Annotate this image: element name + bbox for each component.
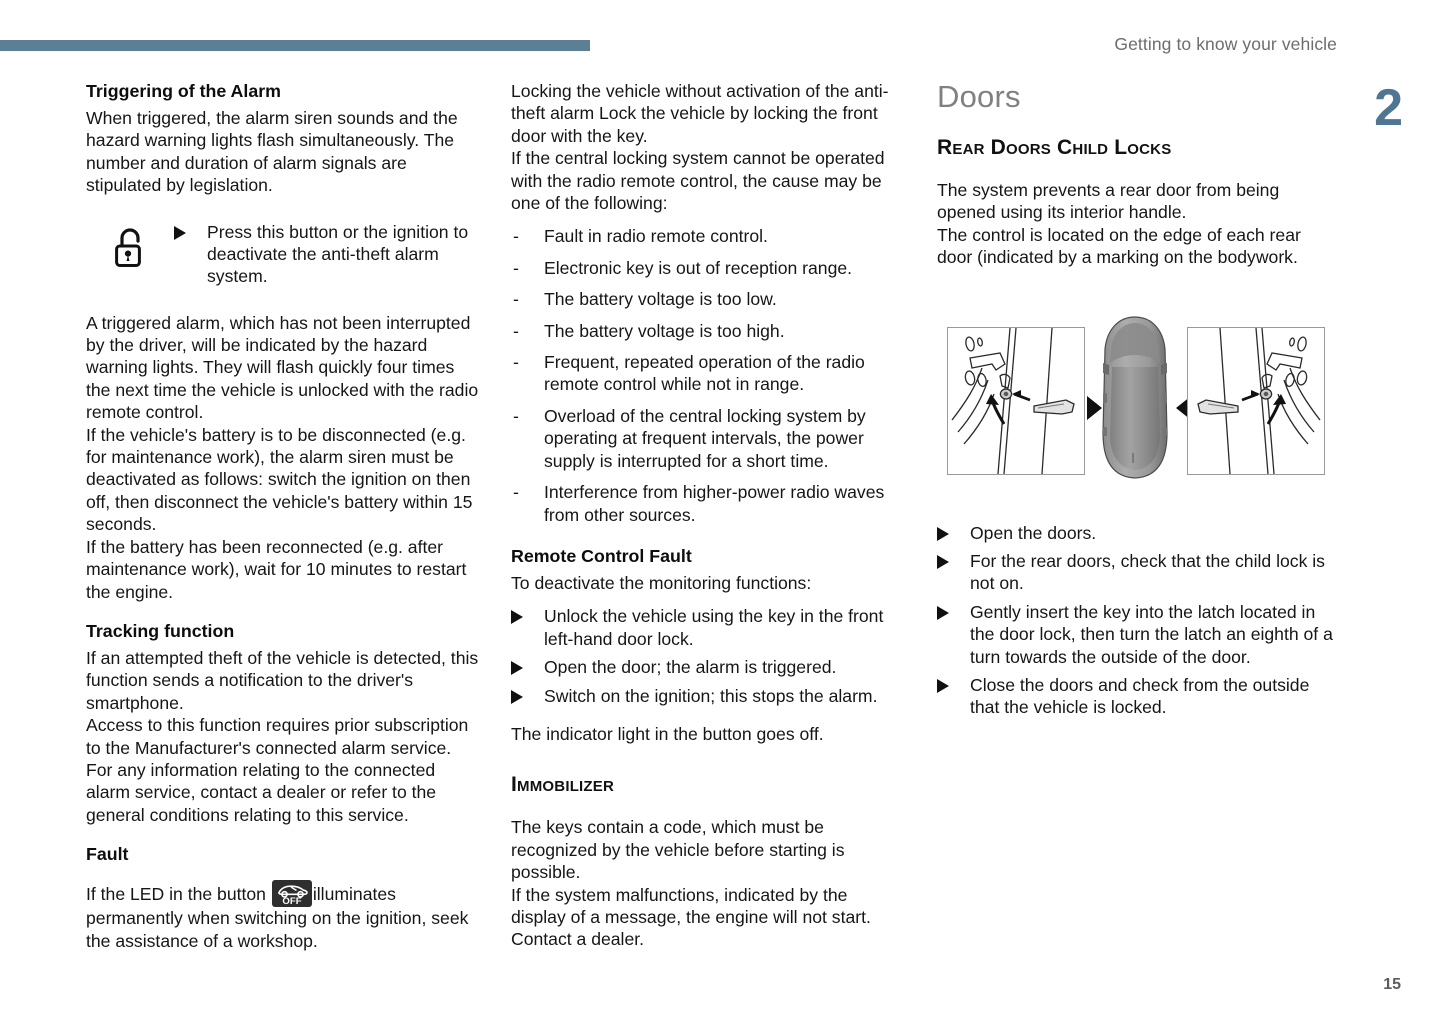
dash-bullet-icon: - bbox=[513, 320, 519, 341]
list-item bbox=[937, 674, 1337, 719]
svg-text:OFF: OFF bbox=[282, 896, 302, 908]
callout-text: Press this button or the ignition to deactivate the anti-theft alarm system. bbox=[207, 221, 469, 287]
paragraph-child-lock-2: The control is located on the edge of each rear door (indicated by a marking on the bodywork. bbox=[937, 224, 1301, 268]
pointer-arrow-left-icon bbox=[1087, 396, 1102, 420]
list-item bbox=[511, 288, 907, 310]
paragraph-deactivate-monitoring: To deactivate the monitoring functions: bbox=[511, 572, 812, 593]
door-edge-detail-left bbox=[947, 327, 1085, 475]
triangle-bullet-icon bbox=[937, 679, 949, 693]
list-item bbox=[511, 320, 907, 342]
list-item-label: Switch on the ignition; this stops the alarm. bbox=[544, 685, 878, 706]
fault-text-after: illuminates permanently when switching on the ignition, seek the assistance of a workshop. bbox=[86, 884, 469, 951]
paragraph-locking-1: Locking the vehicle without activation of the anti-theft alarm Lock the vehicle by locking the front door with the key. bbox=[511, 81, 889, 146]
paragraph-immobilizer-3: Contact a dealer. bbox=[511, 929, 645, 950]
vehicle-top-view-icon bbox=[1097, 315, 1173, 481]
column-one bbox=[86, 80, 482, 952]
list-child-lock-steps bbox=[937, 522, 1337, 719]
paragraph-fault bbox=[86, 880, 482, 952]
list-item-label: Frequent, repeated operation of the radio remote control while not in range. bbox=[544, 352, 865, 395]
paragraph-locking-2: If the central locking system cannot be operated with the radio remote control, the cause may be one of the following: bbox=[511, 148, 885, 214]
list-item bbox=[511, 605, 907, 650]
dash-bullet-icon: - bbox=[513, 352, 519, 373]
callout-text-wrapper bbox=[174, 221, 482, 288]
dash-bullet-icon: - bbox=[513, 257, 519, 278]
callout-deactivate-alarm bbox=[86, 221, 482, 295]
list-item-label: For the rear doors, check that the child lock is not on. bbox=[970, 551, 1325, 594]
paragraph-indicator-light: The indicator light in the button goes off. bbox=[511, 723, 824, 744]
paragraph-immobilizer-2: If the system malfunctions, indicated by the display of a message, the engine will not start. bbox=[511, 884, 871, 927]
triangle-bullet-icon bbox=[937, 555, 949, 569]
heading-immobilizer: Immobilizer bbox=[511, 773, 615, 797]
dash-bullet-icon: - bbox=[513, 226, 519, 247]
door-edge-detail-right bbox=[1187, 327, 1325, 475]
heading-remote-control-fault: Remote Control Fault bbox=[511, 545, 692, 566]
triangle-bullet-icon bbox=[511, 661, 523, 675]
list-item bbox=[511, 257, 907, 279]
dash-bullet-icon: - bbox=[513, 405, 519, 426]
list-item-label: Close the doors and check from the outside that the vehicle is locked. bbox=[970, 675, 1310, 718]
dash-bullet-icon: - bbox=[513, 289, 519, 310]
paragraph-child-lock-1: The system prevents a rear door from being opened using its interior handle. bbox=[937, 180, 1280, 223]
chapter-number: 2 bbox=[1374, 79, 1403, 137]
column-two bbox=[511, 80, 907, 951]
list-item-label: Gently insert the key into the latch located in the door lock, then turn the latch an eighth of a turn towards the outside of the door. bbox=[970, 601, 1333, 667]
list-item-label: Overload of the central locking system by operating at frequent intervals, the power supply is interrupted for a short time. bbox=[544, 405, 866, 471]
list-item bbox=[937, 522, 1337, 544]
running-header: Getting to know your vehicle bbox=[1114, 34, 1337, 54]
triangle-bullet-icon bbox=[174, 226, 186, 240]
accent-bar bbox=[0, 40, 590, 51]
list-item-label: Electronic key is out of reception range. bbox=[544, 257, 853, 278]
list-item bbox=[511, 656, 907, 678]
list-item-label: Interference from higher-power radio waves from other sources. bbox=[544, 482, 885, 525]
heading-triggering-of-the-alarm: Triggering of the Alarm bbox=[86, 81, 281, 101]
list-item bbox=[511, 405, 907, 472]
paragraph-tracking-2: Access to this function requires prior subscription to the Manufacturer's connected alarm service. bbox=[86, 715, 469, 758]
list-item bbox=[511, 351, 907, 396]
triangle-bullet-icon bbox=[937, 606, 949, 620]
paragraph-tracking-3: For any information relating to the connected alarm service, contact a dealer or refer to the general conditions relating to this service. bbox=[86, 759, 437, 825]
list-item bbox=[937, 601, 1337, 668]
list-locking-causes bbox=[511, 225, 907, 525]
list-item-label: Unlock the vehicle using the key in the front left-hand door lock. bbox=[544, 606, 884, 649]
paragraph-triggering: When triggered, the alarm siren sounds and the hazard warning lights flash simultaneously. The number and duration of alarm signals are stipulated by legislation. bbox=[86, 108, 458, 196]
list-item-label: The battery voltage is too high. bbox=[544, 320, 785, 341]
list-item bbox=[511, 225, 907, 247]
heading-tracking-function: Tracking function bbox=[86, 620, 235, 641]
triangle-bullet-icon bbox=[511, 690, 523, 704]
paragraph-battery-reconnect: If the battery has been reconnected (e.g. after maintenance work), wait for 10 minutes to restart the engine. bbox=[86, 536, 467, 602]
list-item-label: Fault in radio remote control. bbox=[544, 226, 768, 247]
child-lock-illustration bbox=[937, 315, 1337, 485]
page-title: Doors bbox=[937, 79, 1021, 114]
list-item-label: Open the doors. bbox=[970, 522, 1097, 543]
paragraph-tracking-1: If an attempted theft of the vehicle is detected, this function sends a notification to the driver's smartphone. bbox=[86, 647, 479, 713]
open-padlock-icon bbox=[112, 227, 148, 271]
paragraph-battery-disconnect: If the vehicle's battery is to be disconnected (e.g. for maintenance work), the alarm siren must be deactivated as follows: switch the ignition on then off, then disconnect the vehicle's battery within 15 seconds. bbox=[86, 424, 473, 535]
page-number: 15 bbox=[1383, 976, 1401, 993]
paragraph-immobilizer-1: The keys contain a code, which must be recognized by the vehicle before starting is possible. bbox=[511, 817, 845, 883]
paragraph-triggered-alarm: A triggered alarm, which has not been interrupted by the driver, will be indicated by the hazard warning lights. They will flash quickly four times the next time the vehicle is unlocked with the radio remote control. bbox=[86, 312, 479, 423]
list-item-label: Open the door; the alarm is triggered. bbox=[544, 657, 837, 678]
list-item bbox=[511, 481, 907, 526]
list-item-label: The battery voltage is too low. bbox=[544, 289, 777, 310]
heading-fault: Fault bbox=[86, 844, 129, 865]
dash-bullet-icon: - bbox=[513, 482, 519, 503]
heading-rear-doors-child-locks: Rear Doors Child Locks bbox=[937, 136, 1172, 159]
column-three bbox=[937, 80, 1337, 725]
triangle-bullet-icon bbox=[937, 527, 949, 541]
fault-text-before: If the LED in the button bbox=[86, 884, 266, 905]
triangle-bullet-icon bbox=[511, 610, 523, 624]
list-item bbox=[511, 685, 907, 707]
list-remote-fault-steps bbox=[511, 605, 907, 707]
list-item bbox=[937, 550, 1337, 595]
car-off-button-icon bbox=[272, 880, 312, 907]
